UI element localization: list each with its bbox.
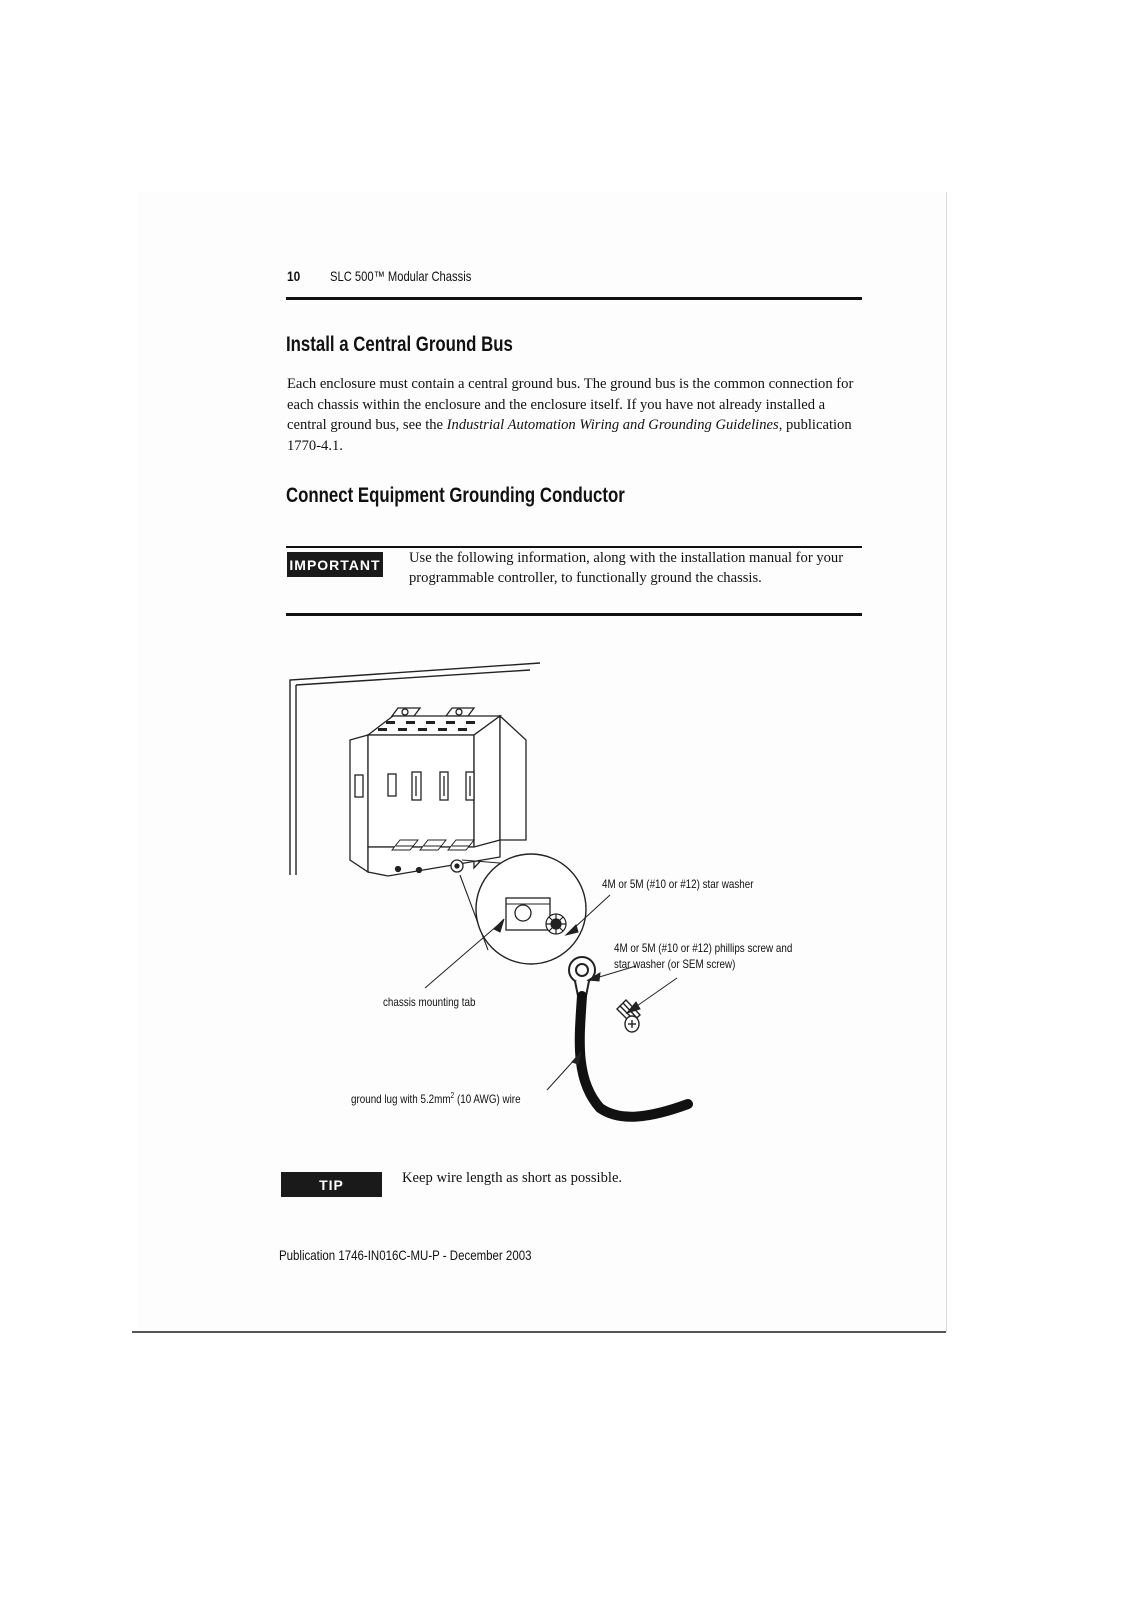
guidelines-reference: Industrial Automation Wiring and Grounding Guidelines [446, 417, 779, 433]
callout-chassis-mounting-tab: chassis mounting tab [383, 995, 476, 1009]
important-note-text: Use the following information, along with the installation manual for your programmable controller, to functionally ground the chassis. [409, 550, 844, 586]
running-title: SLC 500™ Modular Chassis [330, 268, 472, 284]
page-number: 10 [287, 268, 301, 284]
publication-footer: Publication 1746-IN016C-MU-P - December 2003 [279, 1247, 532, 1263]
star-washer [546, 914, 566, 934]
section-heading-grounding-conductor: Connect Equipment Grounding Conductor [286, 484, 625, 507]
callout-ground-lug [351, 1088, 521, 1107]
ground-lug [569, 957, 595, 996]
callout-ground-lug-text: ground lug with 5.2mm [351, 1092, 451, 1106]
chassis-drawing [350, 708, 526, 876]
callout-star-washer: 4M or 5M (#10 or #12) star washer [602, 877, 754, 891]
tip-text: Keep wire length as short as possible. [402, 1170, 623, 1186]
section-heading-central-ground-bus: Install a Central Ground Bus [286, 333, 513, 356]
callout-phillips-screw-line2: star washer (or SEM screw) [614, 957, 736, 971]
squared-superscript: 2 [450, 1091, 455, 1100]
paragraph-text-end: , publication 1770-4.1. [287, 417, 852, 454]
paragraph-text: Each enclosure must contain a central ground bus. The ground bus is the common connection for each chassis within the enclosure and the enclosure itself. If you have not already installed a central ground bus, see the [287, 376, 854, 433]
callout-phillips-screw [614, 940, 792, 972]
important-label: IMPORTANT [287, 552, 383, 577]
magnified-detail [476, 854, 586, 964]
callout-phillips-screw-line1: 4M or 5M (#10 or #12) phillips screw and [614, 941, 793, 955]
callout-ground-lug-wire: (10 AWG) wire [454, 1092, 521, 1106]
tip-label: TIP [281, 1172, 382, 1197]
